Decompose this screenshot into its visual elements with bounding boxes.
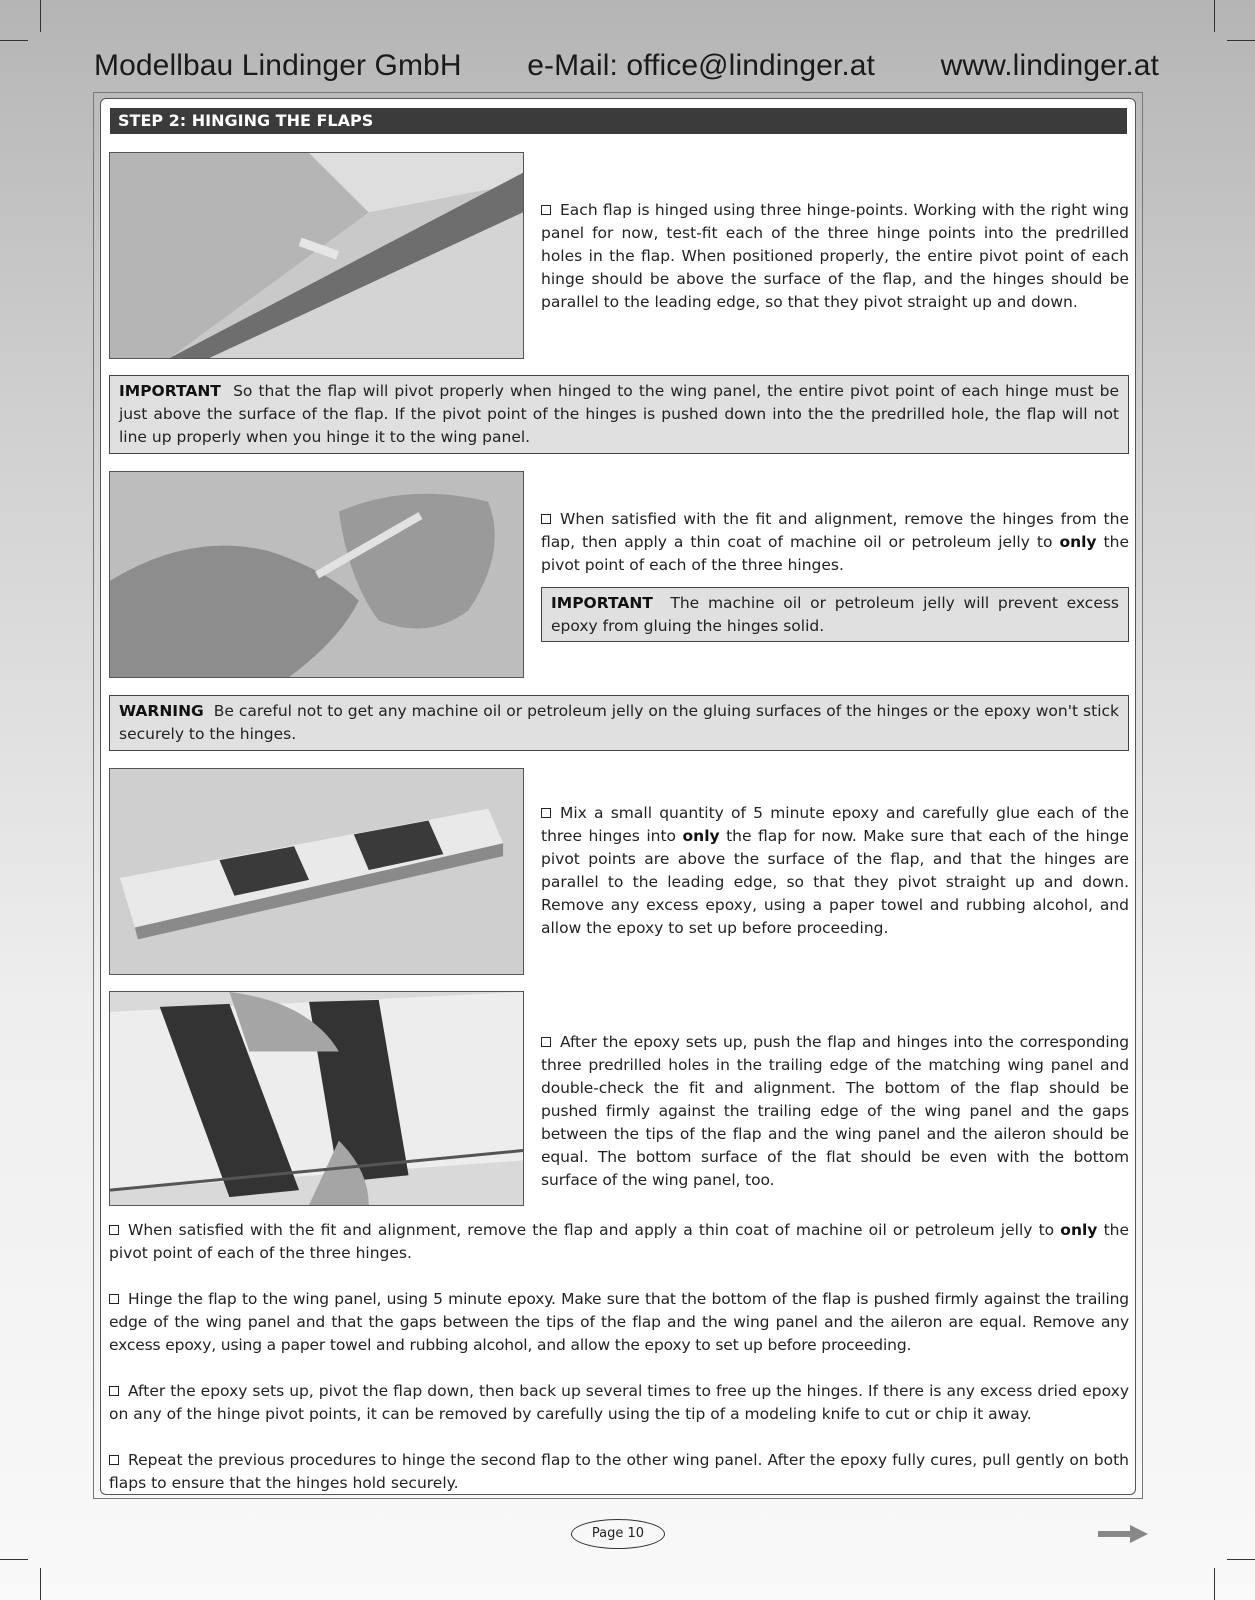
crop-mark (1227, 1559, 1255, 1560)
crop-mark (40, 1568, 41, 1600)
website-url: www.lindinger.at (940, 49, 1159, 82)
photo-hands-hinge (109, 471, 524, 678)
instruction-paragraph: Mix a small quantity of 5 minute epoxy and carefully glue each of the three hinges into only the flap for now. Make sure that each of the hinge pivot points are above the surface of the flap, and that the hinges are parallel to the leading edge, so that they pivot straight up and down. Remove any excess epoxy, using a paper towel and rubbing alcohol, and allow the epoxy to set up before proceeding. (541, 804, 1129, 937)
checkbox-icon[interactable] (109, 1386, 119, 1396)
note-label: IMPORTANT (119, 382, 221, 400)
note-label: IMPORTANT (551, 594, 653, 612)
crop-mark (0, 1559, 28, 1560)
company-name: Modellbau Lindinger GmbH (94, 49, 462, 82)
instruction-paragraph: Repeat the previous procedures to hinge the second flap to the other wing panel. After the epoxy fully cures, pull gently on both flaps to ensure that the hinges hold securely. (109, 1451, 1129, 1492)
instruction-paragraph: When satisfied with the fit and alignment, remove the flap and apply a thin coat of machine oil or petroleum jelly to only the pivot point of each of the three hinges. (109, 1221, 1129, 1262)
instruction-paragraph: Each flap is hinged using three hinge-points. Working with the right wing panel for now, test-fit each of the three hinge points into the predrilled holes in the flap. When positioned properly, the entire pivot point of each hinge should be above the surface of the flap, and the hinges should be parallel to the leading edge, so that they pivot straight up and down. (541, 201, 1129, 311)
important-note: IMPORTANT The machine oil or petroleum jelly will prevent excess epoxy from gluing the hinges solid. (541, 587, 1129, 642)
page-header (94, 44, 1159, 88)
page-number: Page 10 (571, 1519, 665, 1549)
instruction-paragraph: Hinge the flap to the wing panel, using 5 minute epoxy. Make sure that the bottom of the flap is pushed firmly against the trailing edge of the wing panel and that the gaps between the tips of the flap and the wing panel and the aileron are equal. Remove any excess epoxy, using a paper towel and rubbing alcohol, and allow the epoxy to set up before proceeding. (109, 1290, 1129, 1354)
instruction-paragraph: After the epoxy sets up, push the flap and hinges into the corresponding three predrilled holes in the trailing edge of the matching wing panel and double-check the fit and alignment. The bottom of the flap should be pushed firmly against the trailing edge of the wing panel and the gaps between the tips of the flap and the wing panel and the aileron should be equal. The bottom surface of the flat should be even with the bottom surface of the wing panel, too. (541, 1033, 1129, 1189)
important-note: IMPORTANT So that the flap will pivot properly when hinged to the wing panel, the entire pivot point of each hinge must be just above the surface of the flap. If the pivot point of the hinges is pushed down into the the predrilled hole, the flap will not line up properly when you hinge it to the wing panel. (109, 375, 1129, 454)
crop-mark (1214, 1568, 1215, 1600)
contact-email: e-Mail: office@lindinger.at (527, 49, 875, 82)
crop-mark (1227, 40, 1255, 41)
crop-mark (0, 40, 28, 41)
warning-note: WARNING Be careful not to get any machine oil or petroleum jelly on the gluing surfaces of the hinges or the epoxy won't stick securely to the hinges. (109, 695, 1129, 751)
checkbox-icon[interactable] (109, 1294, 119, 1304)
instruction-paragraph: When satisfied with the fit and alignment, remove the hinges from the flap, then apply a thin coat of machine oil or petroleum jelly to only the pivot point of each of the three hinges. (541, 510, 1129, 574)
crop-mark (40, 0, 41, 32)
next-arrow-icon[interactable] (1098, 1523, 1148, 1545)
checkbox-icon[interactable] (541, 205, 551, 215)
checkbox-icon[interactable] (541, 514, 551, 524)
checkbox-icon[interactable] (541, 1037, 551, 1047)
crop-mark (1214, 0, 1215, 32)
photo-flap-in-wing (109, 991, 524, 1206)
note-label: WARNING (119, 702, 204, 720)
checkbox-icon[interactable] (109, 1455, 119, 1465)
photo-flap-glued (109, 768, 524, 975)
checkbox-icon[interactable] (109, 1225, 119, 1235)
checkbox-icon[interactable] (541, 808, 551, 818)
photo-flap-hinge (109, 152, 524, 359)
step-title: STEP 2: HINGING THE FLAPS (110, 108, 1127, 134)
instruction-paragraph: After the epoxy sets up, pivot the flap down, then back up several times to free up the hinges. If there is any excess dried epoxy on any of the hinge pivot points, it can be removed by carefully using the tip of a modeling knife to cut or chip it away. (109, 1382, 1129, 1423)
